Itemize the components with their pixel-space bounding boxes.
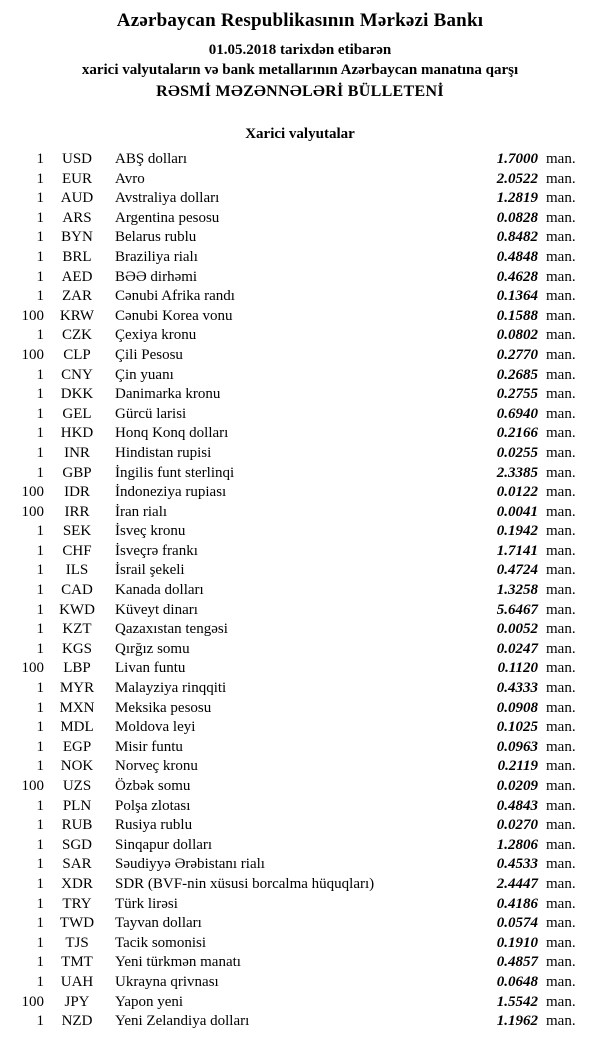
rate-value: 5.6467 [496,601,538,618]
rate-row [6,699,580,719]
rate-value: 2.0522 [496,170,538,187]
rate-value: 0.4857 [496,954,538,971]
currency-code: PLN [62,797,92,814]
currency-code: SGD [61,836,92,853]
currency-code: MDL [60,719,94,736]
rate-value: 0.0122 [496,484,538,501]
rate-quantity: 1 [36,268,44,285]
rate-quantity: 1 [36,562,44,579]
rate-value: 0.4628 [496,268,538,285]
unit-label: man. [546,386,576,403]
rate-row [6,287,580,307]
rate-value: 0.0270 [496,817,538,834]
rate-quantity: 100 [21,660,44,677]
currency-name: Kanada dolları [115,582,204,599]
rate-row [6,444,580,464]
currency-name: Hindistan rupisi [115,444,212,461]
currency-code: EUR [62,170,92,187]
rate-quantity: 1 [36,621,44,638]
currency-code: CNY [61,366,93,383]
unit-label: man. [546,640,576,657]
rate-value: 1.2819 [496,190,538,207]
rate-row [6,209,580,229]
currency-code: IRR [64,503,90,520]
currency-name: Çili Pesosu [115,346,183,363]
rate-value: 0.0255 [496,444,538,461]
unit-label: man. [546,875,576,892]
currency-code: ARS [62,209,92,226]
effective-date-line: 01.05.2018 tarixdən etibarən [208,42,392,58]
rate-quantity: 1 [36,425,44,442]
currency-code: TMT [61,954,93,971]
rate-value: 0.2755 [496,386,538,403]
currency-name: Türk lirəsi [115,895,178,912]
rate-row [6,620,580,640]
unit-label: man. [546,464,576,481]
rate-row [6,875,580,895]
unit-label: man. [546,758,576,775]
rate-value: 0.4848 [496,248,538,265]
unit-label: man. [546,307,576,324]
currency-name: Ukrayna qrivnası [115,973,219,990]
rate-row [6,973,580,993]
rate-quantity: 1 [36,719,44,736]
rate-row [6,993,580,1013]
rate-quantity: 100 [21,993,44,1010]
currency-name: Livan funtu [115,660,186,677]
rate-value: 0.1588 [496,307,538,324]
currency-name: İsveç kronu [115,523,186,540]
currency-name: BƏƏ dirhəmi [115,268,198,285]
currency-code: ILS [65,562,89,579]
unit-label: man. [546,346,576,363]
rate-value: 1.7000 [496,151,538,167]
currency-code: CHF [62,542,92,559]
currency-code: CZK [62,327,92,344]
currency-name: Çexiya kronu [115,327,197,344]
currency-name: Tacik somonisi [115,934,207,951]
rate-quantity: 1 [36,229,44,246]
unit-label: man. [546,366,576,383]
rate-value: 0.4333 [496,680,538,697]
rate-value: 0.1120 [497,660,538,677]
rate-quantity: 1 [36,640,44,657]
rate-row [6,777,580,797]
unit-label: man. [546,680,576,697]
rate-row [6,464,580,484]
unit-label: man. [546,895,576,912]
rate-quantity: 1 [36,895,44,912]
rate-row [6,228,580,248]
rate-quantity: 100 [21,346,44,363]
currency-name: İndoneziya rupiası [115,484,227,501]
unit-label: man. [546,170,576,187]
currency-code: NOK [60,758,94,775]
unit-label: man. [546,601,576,618]
currency-code: DKK [60,386,94,403]
currency-code: IDR [64,484,90,501]
rate-quantity: 1 [36,386,44,403]
rate-value: 0.1025 [496,719,538,736]
rate-row [6,757,580,777]
currency-code: AUD [60,190,94,207]
rate-quantity: 1 [36,582,44,599]
currency-name: Polşa zlotası [115,797,191,814]
currency-code: TRY [62,895,92,912]
currency-name: Özbək somu [115,778,191,794]
rate-value: 0.2770 [496,346,538,363]
currency-code: GBP [62,464,92,481]
currency-name: Çin yuanı [115,366,174,383]
currency-code: XDR [61,875,93,892]
rate-value: 2.3385 [496,464,538,481]
rate-row [6,640,580,660]
rate-quantity: 1 [36,817,44,834]
rate-quantity: 1 [36,464,44,481]
unit-label: man. [546,778,576,794]
unit-label: man. [546,523,576,540]
rate-row [6,424,580,444]
unit-label: man. [546,993,576,1010]
rate-value: 0.2166 [496,425,538,442]
rate-quantity: 1 [36,738,44,755]
rate-quantity: 1 [36,836,44,853]
currency-name: ABŞ dolları [115,151,188,167]
rate-value: 0.0802 [496,327,538,344]
rate-quantity: 1 [36,405,44,422]
rate-row [6,150,580,170]
rate-quantity: 100 [21,778,44,794]
rate-quantity: 1 [36,444,44,461]
currency-code: UAH [60,973,94,990]
rate-value: 0.0041 [496,503,538,520]
unit-label: man. [546,484,576,501]
currency-code: LBP [63,660,91,677]
unit-label: man. [546,934,576,951]
currency-code: ZAR [62,288,92,305]
currency-code: AED [61,268,93,285]
rate-row [6,326,580,346]
rate-value: 1.3258 [496,582,538,599]
rate-value: 1.7141 [496,542,538,559]
rate-row [6,170,580,190]
rate-value: 0.0574 [496,915,538,932]
rate-row [6,797,580,817]
rate-value: 0.4843 [496,797,538,814]
rate-quantity: 1 [36,915,44,932]
currency-name: Argentina pesosu [115,209,220,226]
rate-value: 2.4447 [496,875,538,892]
rate-row [6,738,580,758]
unit-label: man. [546,444,576,461]
unit-label: man. [546,621,576,638]
unit-label: man. [546,738,576,755]
unit-label: man. [546,151,576,167]
rate-row [6,522,580,542]
rate-value: 0.0908 [496,699,538,716]
currency-name: Avro [115,170,145,187]
unit-label: man. [546,719,576,736]
currency-name: Tayvan dolları [115,915,202,932]
rate-row [6,189,580,209]
currency-code: SAR [62,856,92,873]
rate-row [6,855,580,875]
currency-code: CLP [63,346,91,363]
section-title-foreign-currencies: Xarici valyutalar [245,126,355,142]
rate-row [6,405,580,425]
rate-quantity: 1 [36,209,44,226]
rate-value: 0.0052 [496,621,538,638]
rate-value: 0.4533 [496,856,538,873]
rate-value: 0.6940 [496,405,538,422]
rate-row [6,914,580,934]
rate-value: 0.2685 [496,366,538,383]
unit-label: man. [546,699,576,716]
unit-label: man. [546,542,576,559]
currency-name: Cənubi Korea vonu [115,307,233,324]
rate-quantity: 1 [36,151,44,167]
currency-name: İsveçrə frankı [115,542,198,559]
rate-value: 0.8482 [496,229,538,246]
currency-code: KWD [59,601,95,618]
currency-code: KGS [61,640,92,657]
rate-value: 0.0648 [496,973,538,990]
rate-quantity: 1 [36,170,44,187]
bulletin-title: RƏSMİ MƏZƏNNƏLƏRİ BÜLLETENİ [156,83,444,100]
rate-row [6,483,580,503]
currency-name: Səudiyyə Ərəbistanı rialı [115,856,265,873]
unit-label: man. [546,327,576,344]
unit-label: man. [546,582,576,599]
currency-code: UZS [62,778,92,794]
currency-name: Qırğız somu [115,640,190,657]
unit-label: man. [546,836,576,853]
currency-code: MYR [59,680,95,697]
currency-name: Sinqapur dolları [115,836,213,853]
rate-row [6,679,580,699]
unit-label: man. [546,915,576,932]
currency-code: USD [61,151,92,167]
rate-row [6,816,580,836]
rate-row [6,718,580,738]
currency-code: BRL [62,248,92,265]
rate-row [6,307,580,327]
rate-value: 0.4724 [496,562,538,579]
rate-row [6,934,580,954]
rate-row [6,836,580,856]
rate-quantity: 1 [36,366,44,383]
unit-label: man. [546,209,576,226]
rate-row [6,895,580,915]
currency-name: İngilis funt sterlinqi [115,464,235,481]
rate-value: 0.2119 [497,758,538,775]
rate-quantity: 100 [21,503,44,520]
currency-name: Yapon yeni [115,993,184,1010]
rate-value: 0.0828 [496,209,538,226]
rate-row [6,581,580,601]
bulletin-header [0,10,600,102]
rate-row [6,601,580,621]
currency-code: SEK [62,523,92,540]
rate-row [6,503,580,523]
rate-value: 0.0247 [496,640,538,657]
currency-code: RUB [61,817,93,834]
rate-quantity: 1 [36,699,44,716]
currency-name: İsrail şekeli [115,562,185,579]
unit-label: man. [546,954,576,971]
rate-row [6,268,580,288]
rate-quantity: 1 [36,327,44,344]
currency-name: SDR (BVF-nin xüsusi borcalma hüquqları) [115,875,375,892]
currency-name: Norveç kronu [115,758,198,775]
rate-quantity: 1 [36,1013,44,1030]
currency-code: NZD [61,1013,93,1030]
unit-label: man. [546,503,576,520]
rate-quantity: 1 [36,856,44,873]
unit-label: man. [546,268,576,285]
currency-code: KZT [62,621,92,638]
unit-label: man. [546,660,576,677]
rate-row [6,366,580,386]
rate-row [6,561,580,581]
currency-name: Küveyt dinarı [115,601,198,618]
currency-name: Rusiya rublu [115,817,193,834]
rate-value: 0.1364 [496,288,538,305]
currency-code: BYN [61,229,93,246]
currency-name: Braziliya rialı [115,248,198,265]
currency-name: İran rialı [115,503,168,520]
rate-value: 0.1910 [496,934,538,951]
rate-row [6,385,580,405]
unit-label: man. [546,248,576,265]
rate-quantity: 1 [36,797,44,814]
unit-label: man. [546,229,576,246]
rate-row [6,1012,580,1032]
rate-value: 1.2806 [496,836,538,853]
currency-name: Belarus rublu [115,229,197,246]
currency-name: Cənubi Afrika randı [115,288,235,305]
currency-name: Meksika pesosu [115,699,212,716]
rate-quantity: 1 [36,601,44,618]
currency-name: Yeni Zelandiya dolları [115,1013,250,1030]
currency-name: Yeni türkmən manatı [115,954,241,971]
rate-value: 0.0209 [496,778,538,794]
rate-value: 1.5542 [496,993,538,1010]
unit-label: man. [546,973,576,990]
currency-code: INR [64,444,90,461]
currency-name: Honq Konq dolları [115,425,229,442]
unit-label: man. [546,856,576,873]
rate-quantity: 1 [36,190,44,207]
currency-name: Misir funtu [115,738,183,755]
rate-quantity: 100 [21,307,44,324]
rate-quantity: 1 [36,934,44,951]
rate-value: 0.4186 [496,895,538,912]
rate-row [6,248,580,268]
rate-quantity: 1 [36,954,44,971]
currency-name: Malayziya rinqqiti [115,680,227,697]
unit-label: man. [546,190,576,207]
currency-code: KRW [59,307,95,324]
currency-name: Avstraliya dolları [115,190,220,207]
rate-quantity: 1 [36,542,44,559]
rate-quantity: 1 [36,875,44,892]
rate-row [6,659,580,679]
rate-row [6,542,580,562]
currency-code: HKD [60,425,94,442]
scope-line: xarici valyutaların və bank metallarının Azərbaycan manatına qarşı [81,61,519,78]
currency-code: TJS [65,934,89,951]
currency-name: Moldova leyi [115,719,196,736]
unit-label: man. [546,797,576,814]
rate-row [6,346,580,366]
unit-label: man. [546,1013,576,1030]
rate-quantity: 1 [36,523,44,540]
currency-code: EGP [62,738,92,755]
currency-code: CAD [61,582,93,599]
currency-code: MXN [59,699,95,716]
rate-row [6,953,580,973]
rates-table [0,150,600,1032]
currency-name: Danimarka kronu [115,386,221,403]
unit-label: man. [546,405,576,422]
currency-code: TWD [59,915,95,932]
currency-name: Qazaxıstan tengəsi [115,621,228,638]
rate-quantity: 1 [36,758,44,775]
unit-label: man. [546,288,576,305]
rate-quantity: 1 [36,973,44,990]
unit-label: man. [546,425,576,442]
rate-value: 1.1962 [496,1013,538,1030]
rate-quantity: 100 [21,484,44,501]
rate-quantity: 1 [36,288,44,305]
unit-label: man. [546,817,576,834]
bank-name-title: Azərbaycan Respublikasının Mərkəzi Bankı [116,10,484,31]
currency-name: Gürcü larisi [115,405,187,422]
rate-quantity: 1 [36,248,44,265]
rate-value: 0.0963 [496,738,538,755]
currency-code: JPY [64,993,90,1010]
unit-label: man. [546,562,576,579]
rate-value: 0.1942 [496,523,538,540]
currency-code: GEL [62,405,92,422]
rate-quantity: 1 [36,680,44,697]
